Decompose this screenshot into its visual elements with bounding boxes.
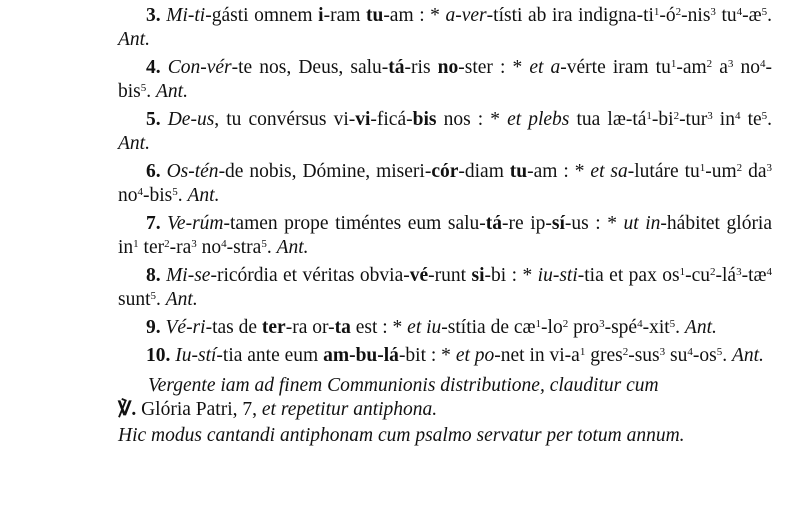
verse-text: -ficá-: [370, 109, 413, 130]
accent-mark: 1: [653, 6, 660, 18]
verse-number: 7.: [146, 213, 161, 234]
verse-text: -spé: [604, 317, 638, 338]
verse-text: no: [733, 57, 761, 78]
verse-text: -tur: [679, 109, 708, 130]
verse-text: -am : *: [527, 161, 591, 182]
verse-text: vi: [355, 109, 371, 130]
verse-text: -tísti ab ira indigna-ti: [486, 5, 654, 26]
accent-mark: 3: [710, 6, 716, 18]
accent-mark: 2: [562, 318, 569, 330]
verse-text: in: [712, 109, 735, 130]
accent-mark: 4: [221, 238, 227, 250]
verse-text: -bi : *: [484, 265, 538, 286]
accent-mark: 3: [599, 318, 605, 330]
verse-number: 3.: [146, 5, 161, 26]
psalm-verse: [118, 344, 772, 368]
verse-number: 9.: [146, 317, 161, 338]
psalm-verse: [118, 56, 772, 104]
verse-text: -ram: [323, 5, 366, 26]
verse-text: Ant.: [118, 133, 150, 154]
verse-text: -vérte iram tu: [560, 57, 671, 78]
verse-text: -æ: [742, 5, 762, 26]
verse-text: vé: [409, 265, 429, 286]
verse-text: et plebs: [507, 109, 570, 130]
verse-text: .: [266, 237, 277, 258]
verse-text: Con-vér: [167, 57, 232, 78]
accent-mark: 1: [133, 238, 139, 250]
verse-text: -bis: [143, 185, 173, 206]
psalm-verses: [118, 4, 772, 368]
verse-text: -cu: [685, 265, 710, 286]
verse-text: -bis: [118, 57, 773, 102]
verse-text: Ve-rúm: [167, 213, 224, 234]
accent-mark: 4: [137, 186, 143, 198]
accent-mark: 3: [707, 110, 713, 122]
verse-text: -gásti omnem: [205, 5, 319, 26]
accent-mark: 1: [646, 110, 652, 122]
accent-mark: 2: [622, 346, 629, 358]
accent-mark: 2: [673, 110, 680, 122]
rubric-mode: [118, 424, 772, 448]
verse-text: am-bu-lá: [323, 345, 399, 366]
verse-text: Os-tén: [166, 161, 219, 182]
verse-text: -lá: [715, 265, 737, 286]
verse-text: -ra: [169, 237, 192, 258]
verse-text: -te nos, Deus, salu-: [231, 57, 389, 78]
verse-text: Ant.: [684, 317, 717, 338]
accent-mark: 3: [766, 162, 773, 174]
verse-text: tua læ-tá: [569, 109, 647, 130]
accent-mark: 1: [579, 346, 586, 358]
verse-text: -diam: [458, 161, 510, 182]
accent-mark: 2: [710, 266, 716, 278]
verse-text: -tamen prope timéntes eum salu-: [223, 213, 486, 234]
verse-text: et sa: [590, 161, 628, 182]
verse-number: 10.: [146, 345, 171, 366]
psalm-verse: [118, 316, 772, 340]
verse-text: et po: [455, 345, 495, 366]
verse-text: -bi: [651, 109, 674, 130]
verse-text: iu-sti: [537, 265, 578, 286]
verse-text: -ricórdia et véritas obvia-: [210, 265, 410, 286]
verse-text: ter: [138, 237, 165, 258]
psalm-verse: [118, 212, 772, 260]
verse-text: -bit : *: [398, 345, 456, 366]
accent-mark: 2: [706, 58, 713, 70]
verse-text: i: [318, 5, 324, 26]
verse-text: -am: [676, 57, 707, 78]
verse-text: pro: [568, 317, 600, 338]
verse-text: nos : *: [436, 109, 508, 130]
verse-text: -hábitet glória in: [118, 213, 773, 258]
verse-text: -am : *: [383, 5, 446, 26]
accent-mark: 2: [736, 162, 743, 174]
rubric-text: Vergente iam ad finem Communionis distributione, clauditur cum: [148, 375, 659, 396]
verse-text: -tas de: [205, 317, 262, 338]
accent-mark: 5: [140, 82, 147, 94]
verse-text: -um: [705, 161, 737, 182]
verse-text: -runt: [428, 265, 472, 286]
verse-text: ut in: [623, 213, 661, 234]
verse-text: te: [740, 109, 762, 130]
rubric-text: Hic modus cantandi antiphonam cum psalmo servatur per totum annum.: [118, 425, 685, 446]
verse-text: tu: [509, 161, 528, 182]
verse-text: tu: [365, 5, 384, 26]
verse-text: .: [146, 81, 157, 102]
verse-text: .: [675, 317, 685, 338]
verse-number: 4.: [146, 57, 161, 78]
accent-mark: 4: [637, 318, 643, 330]
verse-text: bis: [412, 109, 437, 130]
verse-text: -tia et pax os: [577, 265, 680, 286]
verse-text: -re ip-: [502, 213, 552, 234]
accent-mark: 5: [716, 346, 723, 358]
verse-text: Ant.: [276, 237, 309, 258]
verse-text: -ster : *: [458, 57, 530, 78]
accent-mark: 5: [761, 110, 768, 122]
verse-text: -xit: [642, 317, 670, 338]
verse-text: -ó: [659, 5, 676, 26]
accent-mark: 2: [164, 238, 170, 250]
verse-text: tu: [715, 5, 737, 26]
verse-text: no: [118, 185, 138, 206]
verse-text: -ra or-: [285, 317, 335, 338]
verse-text: -stra: [226, 237, 262, 258]
verse-text: -lo: [541, 317, 563, 338]
verse-text: ter: [261, 317, 286, 338]
verse-text: Mi-ti: [166, 5, 206, 26]
verse-number: 8.: [146, 265, 161, 286]
verse-number: 6.: [146, 161, 161, 182]
accent-mark: 2: [675, 6, 682, 18]
verse-text: tá: [485, 213, 503, 234]
accent-mark: 1: [699, 162, 706, 174]
verse-text: .: [767, 5, 773, 26]
verse-text: Ant.: [187, 185, 220, 206]
accent-mark: 5: [150, 290, 157, 302]
accent-mark: 3: [659, 346, 666, 358]
accent-mark: 5: [261, 238, 267, 250]
verse-text: no: [437, 57, 459, 78]
verse-text: -net in vi-a: [494, 345, 580, 366]
verse-text: Mi-se: [166, 265, 211, 286]
verse-text: -ris: [404, 57, 438, 78]
accent-mark: 3: [727, 58, 734, 70]
gloria-patri-ref: Glória Patri, 7,: [136, 399, 262, 420]
accent-mark: 4: [734, 110, 741, 122]
psalm-verse: [118, 264, 772, 312]
verse-text: .: [722, 345, 732, 366]
verse-text: su: [665, 345, 688, 366]
accent-mark: 4: [687, 346, 693, 358]
verse-text: -os: [692, 345, 717, 366]
psalm-verse: [118, 108, 772, 156]
verse-number: 5.: [146, 109, 161, 130]
verse-text: , tu convérsus vi-: [214, 109, 356, 130]
verse-text: sunt: [118, 289, 151, 310]
verse-text: tá: [388, 57, 405, 78]
verse-text: Ant.: [165, 289, 198, 310]
rubric-communion: [118, 374, 772, 422]
versicle-symbol: ℣.: [118, 399, 137, 420]
accent-mark: 3: [736, 266, 742, 278]
verse-text: et iu: [407, 317, 442, 338]
verse-text: -nis: [681, 5, 711, 26]
verse-text: -de nobis, Dómine, miseri-: [218, 161, 432, 182]
verse-text: -tæ: [741, 265, 767, 286]
verse-text: ta: [334, 317, 351, 338]
verse-text: et a: [529, 57, 561, 78]
accent-mark: 5: [669, 318, 676, 330]
verse-text: Ant.: [118, 29, 150, 50]
verse-text: .: [177, 185, 188, 206]
verse-text: .: [156, 289, 166, 310]
verse-text: -sus: [628, 345, 660, 366]
accent-mark: 3: [191, 238, 197, 250]
verse-text: Ant.: [156, 81, 188, 102]
verse-text: -lutáre tu: [627, 161, 700, 182]
verse-text: a-ver: [445, 5, 487, 26]
verse-text: Vé-ri: [165, 317, 206, 338]
accent-mark: 1: [679, 266, 686, 278]
accent-mark: 5: [172, 186, 178, 198]
verse-text: -stítia de cæ: [441, 317, 536, 338]
verse-text: Iu-stí: [175, 345, 217, 366]
accent-mark: 4: [766, 266, 772, 278]
accent-mark: 4: [760, 58, 766, 70]
verse-text: gres: [585, 345, 623, 366]
rubric-text: et repetitur antiphona.: [261, 399, 438, 420]
psalm-verse: [118, 160, 772, 208]
verse-text: De-us: [167, 109, 215, 130]
verse-text: -tia ante eum: [216, 345, 324, 366]
accent-mark: 4: [736, 6, 743, 18]
accent-mark: 5: [761, 6, 768, 18]
verse-text: -us : *: [564, 213, 624, 234]
psalm-verse: [118, 4, 772, 52]
verse-text: est : *: [350, 317, 408, 338]
verse-text: cór: [431, 161, 459, 182]
verse-text: da: [742, 161, 767, 182]
verse-text: no: [196, 237, 222, 258]
verse-text: sí: [551, 213, 565, 234]
verse-text: Ant.: [731, 345, 764, 366]
verse-text: si: [471, 265, 485, 286]
verse-text: a: [712, 57, 728, 78]
verse-text: .: [767, 109, 773, 130]
accent-mark: 1: [535, 318, 542, 330]
accent-mark: 1: [670, 58, 677, 70]
